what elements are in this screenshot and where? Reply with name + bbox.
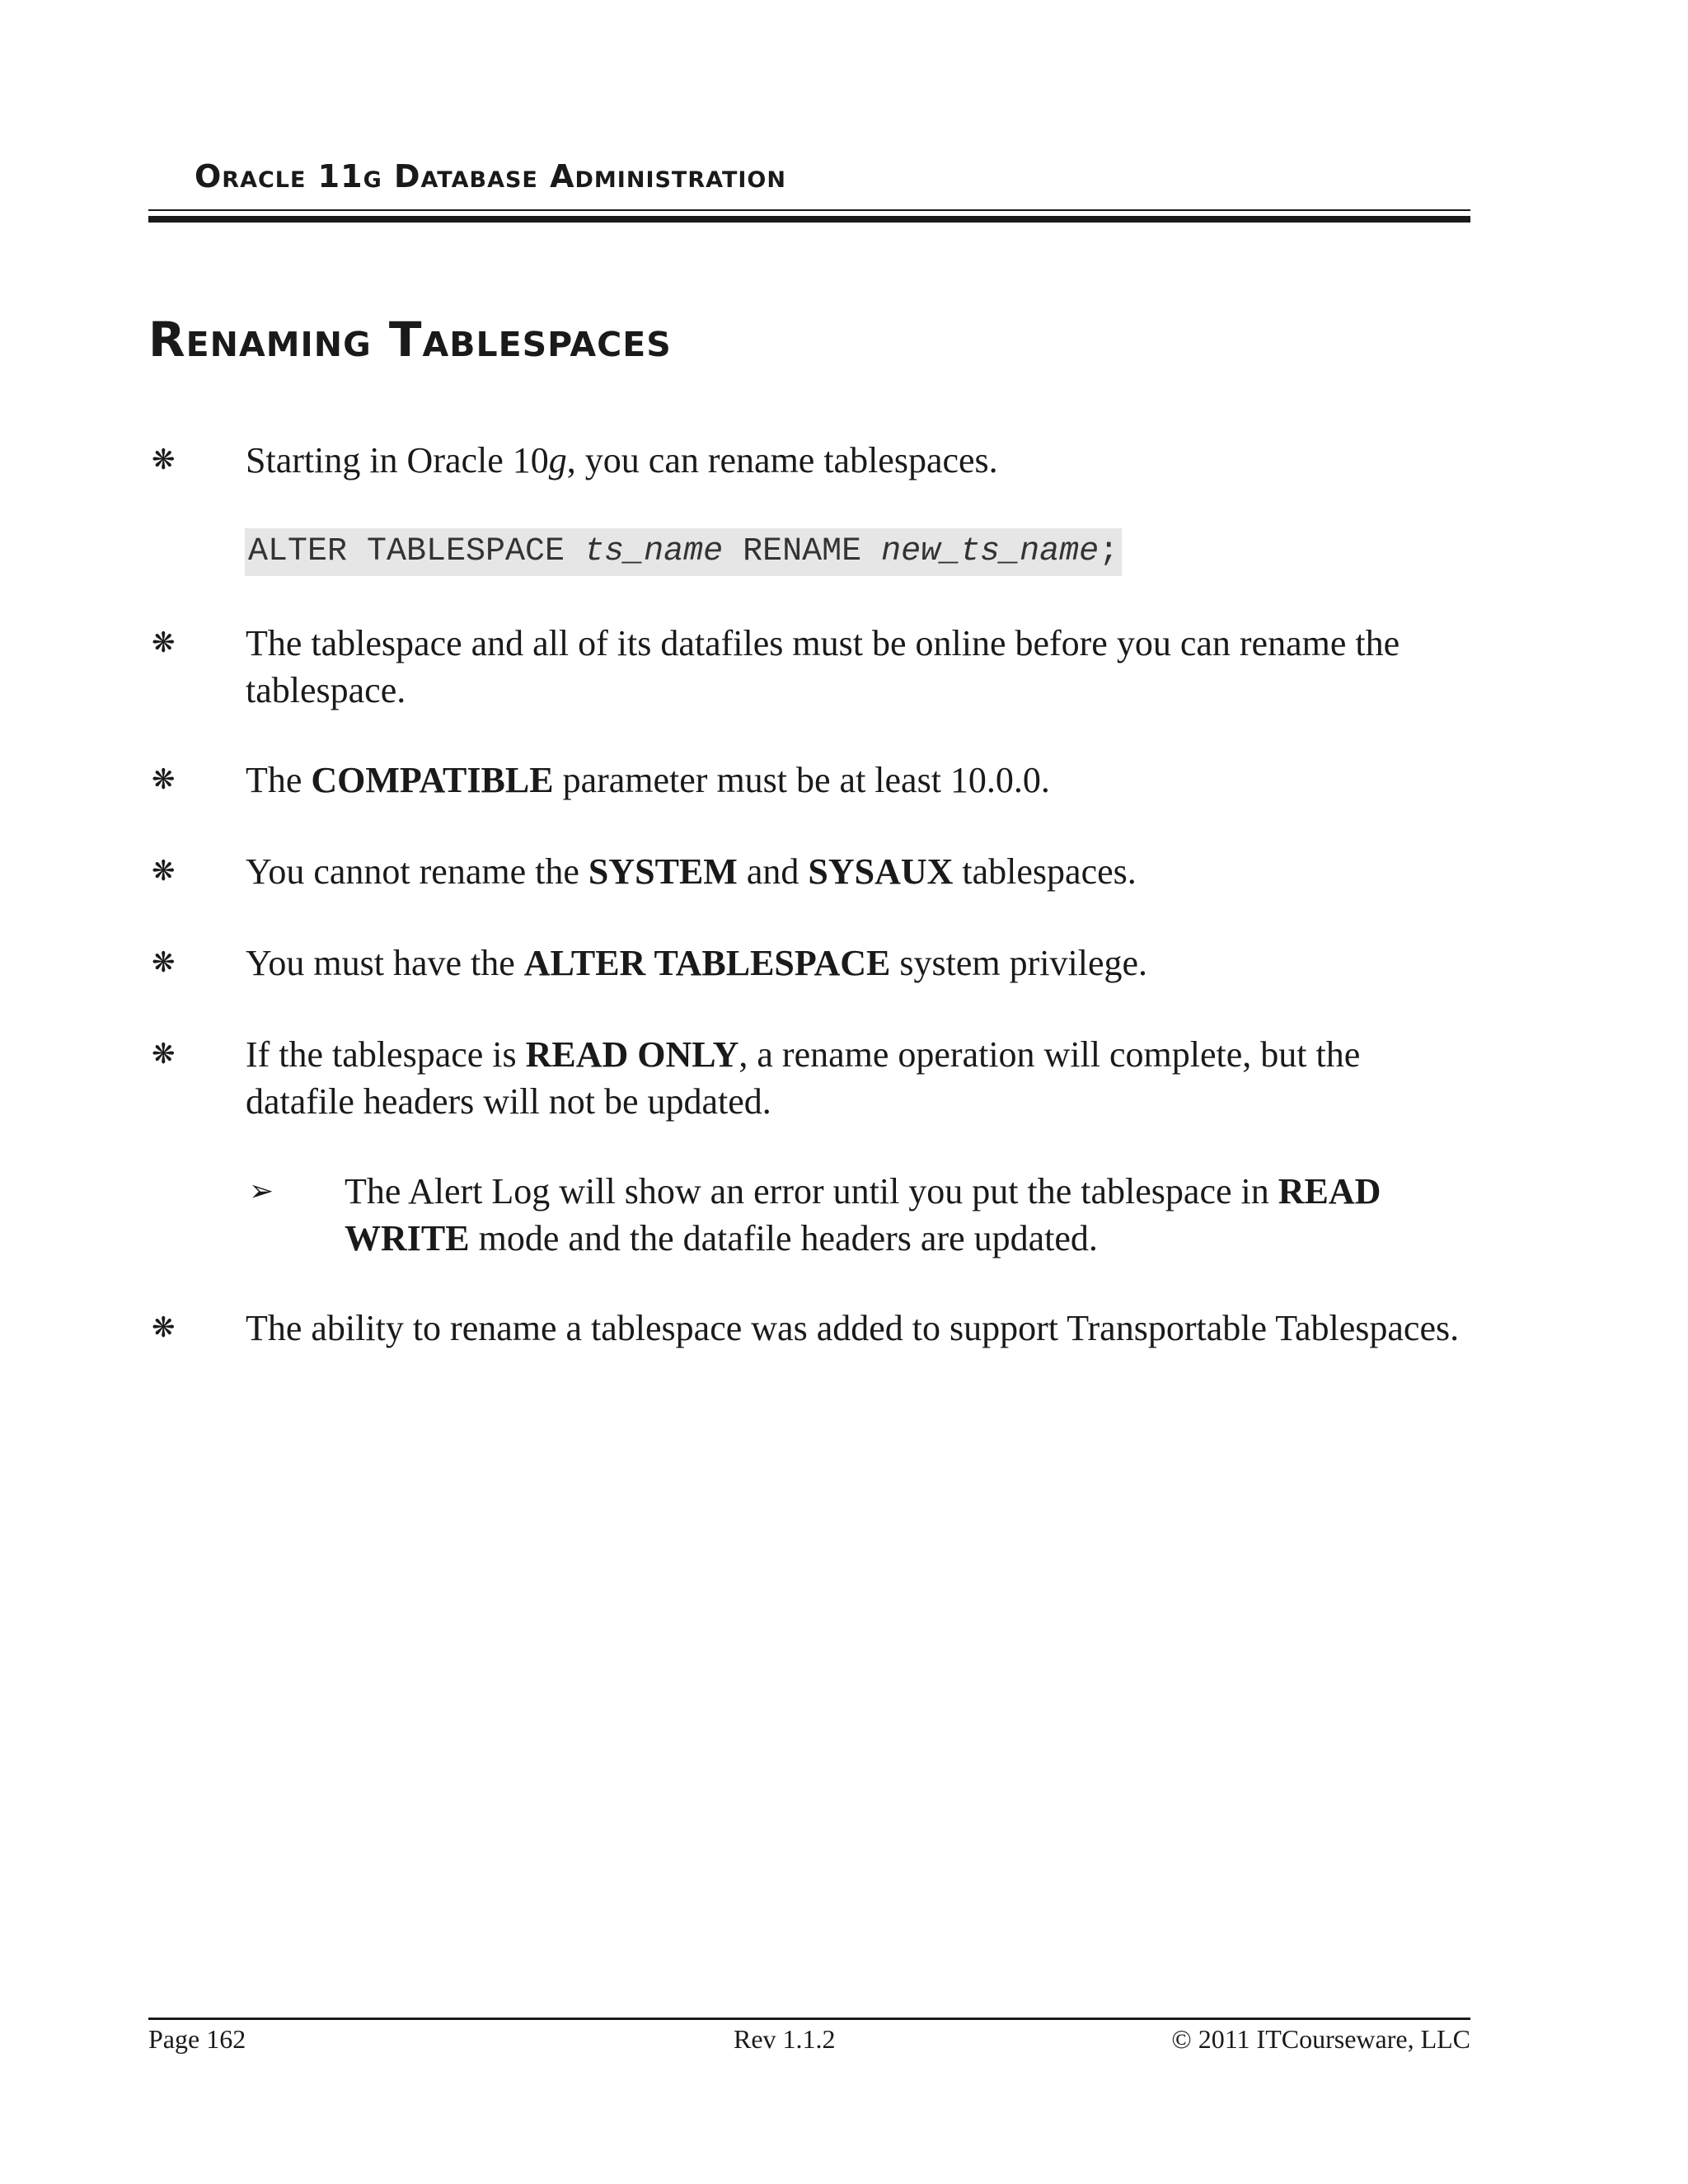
copyright-notice: © 2011 ITCourseware, LLC xyxy=(1171,2024,1470,2054)
section-title: Renaming Tablespaces xyxy=(148,312,672,368)
footer-rule xyxy=(148,2018,1470,2020)
bullet-glyph: ❋ xyxy=(152,763,176,796)
bullet-text: The ability to rename a tablespace was added to support Transportable Tablespaces. xyxy=(246,1308,1460,1348)
running-header: Oracle 11g Database Administration xyxy=(195,158,786,194)
sub-bullet-text: The Alert Log will show an error until you put the tablespace in READ WRITE mode and the datafile headers are updated. xyxy=(345,1171,1381,1258)
code-snippet: ALTER TABLESPACE ts_name RENAME new_ts_name; xyxy=(245,528,1122,576)
bullet-glyph: ❋ xyxy=(152,626,176,659)
revision-label: Rev 1.1.2 xyxy=(734,2024,836,2054)
bullet-glyph: ❋ xyxy=(152,946,176,979)
page-number: Page 162 xyxy=(148,2024,246,2054)
header-rule-thick xyxy=(148,216,1470,223)
bullet-text: If the tablespace is READ ONLY, a rename operation will complete, but the datafile headers will not be updated. xyxy=(246,1034,1361,1122)
bullet-glyph: ❋ xyxy=(152,1038,176,1071)
bullet-text: The tablespace and all of its datafiles must be online before you can rename the tablespace. xyxy=(246,623,1400,710)
bullet-glyph: ❋ xyxy=(152,443,176,476)
bullet-text: You cannot rename the SYSTEM and SYSAUX tablespaces. xyxy=(246,851,1137,892)
bullet-text: Starting in Oracle 10g, you can rename tablespaces. xyxy=(246,440,998,480)
bullet-glyph: ❋ xyxy=(152,1311,176,1344)
bullet-glyph: ❋ xyxy=(152,855,176,888)
bullet-text: You must have the ALTER TABLESPACE system privilege. xyxy=(246,943,1148,983)
arrow-bullet-icon: ➢ xyxy=(249,1174,274,1208)
header-rule-thin xyxy=(148,209,1470,211)
bullet-text: The COMPATIBLE parameter must be at least 10.0.0. xyxy=(246,760,1050,800)
